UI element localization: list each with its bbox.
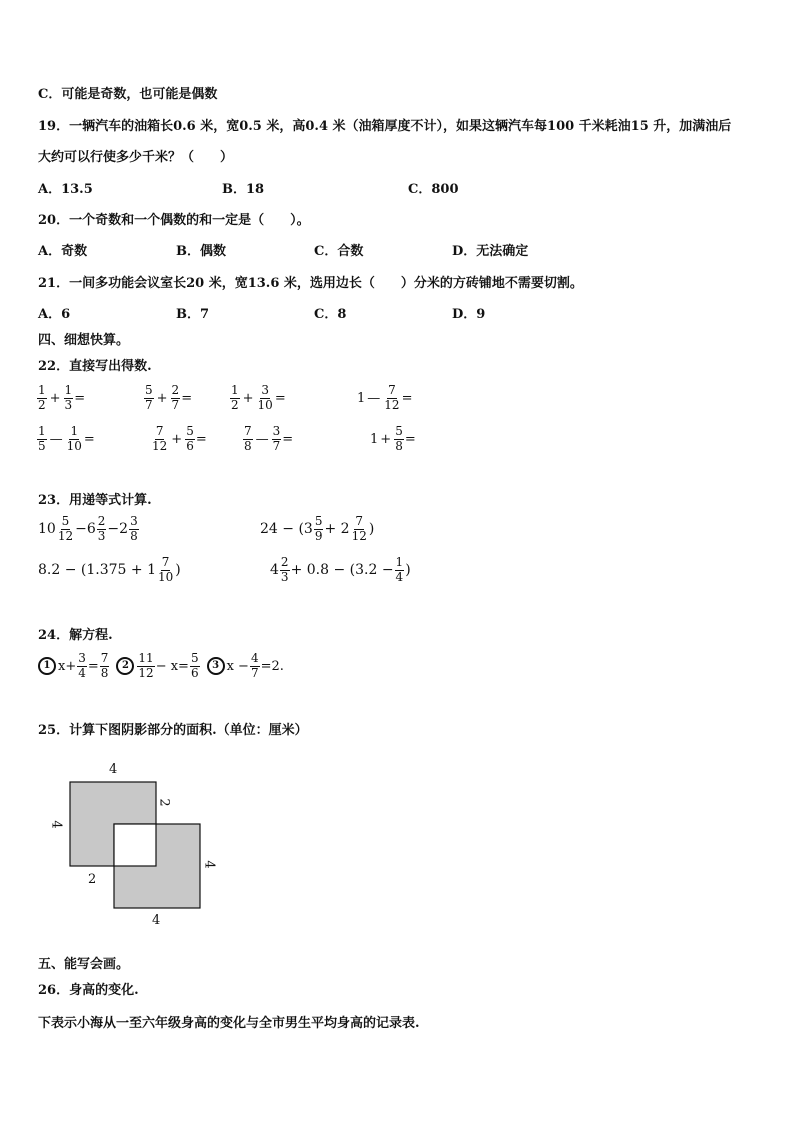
fraction: $\frac{3}{10}$: [257, 383, 273, 412]
shaded-squares-diagram: [40, 760, 240, 930]
q22-expr-2: $\frac{5}{7}$ + $\frac{2}{7}$ =: [145, 383, 193, 412]
q19-stem-line1: 19．一辆汽车的油箱长0.6 米，宽0.5 米，高0.4 米（油箱厚度不计），如果这辆汽车每100 千米耗油15 升，加满油后: [38, 119, 732, 134]
q20-option-c: C．合数: [314, 244, 364, 259]
q22-stem: 22．直接写出得数.: [38, 359, 152, 374]
q26-description: 下表示小海从一至六年级身高的变化与全市男生平均身高的记录表.: [38, 1016, 420, 1031]
q20-option-b: B．偶数: [176, 244, 226, 259]
fraction: $\frac{1}{5}$: [38, 424, 46, 453]
section-5-heading: 五、能写会画。: [38, 957, 130, 972]
fraction: $\frac{7}{12}$: [152, 424, 168, 453]
q20-option-d: D．无法确定: [452, 244, 529, 259]
fraction: $\frac{1}{2}$: [38, 383, 46, 412]
q22-expr-3: $\frac{1}{2}$ + $\frac{3}{10}$ =: [231, 383, 286, 412]
q23-expr-1: 10 $\frac{5}{12}$ − 6 $\frac{2}{3}$ − 2 $\frac{3}{8}$: [38, 514, 138, 543]
fraction: $\frac{7}{12}$: [351, 514, 367, 543]
q19-option-a: A．13.5: [38, 182, 93, 197]
label-right-top: 2: [156, 798, 172, 807]
q22-expr-4: 1 — $\frac{7}{12}$ =: [357, 383, 413, 412]
section-4-heading: 四、细想快算。: [38, 333, 130, 348]
q24-stem: 24．解方程.: [38, 628, 113, 643]
q23-expr-3: 8.2 − (1.375 + 1 $\frac{7}{10}$ ): [38, 555, 181, 584]
q25-stem: 25．计算下图阴影部分的面积.（单位：厘米）: [38, 723, 308, 738]
fraction: $\frac{5}{8}$: [395, 424, 403, 453]
label-bottom: 4: [152, 913, 161, 928]
fraction: $\frac{7}{8}$: [244, 424, 252, 453]
q19-stem-line2: 大约可以行使多少千米？（ ）: [38, 150, 234, 165]
fraction: $\frac{1}{10}$: [66, 424, 82, 453]
q21-option-b: B．7: [176, 307, 210, 322]
fraction: $\frac{2}{3}$: [280, 555, 289, 584]
fraction: $\frac{1}{3}$: [64, 383, 73, 412]
fraction: $\frac{7}{8}$: [100, 651, 109, 680]
q21-stem: 21．一间多功能会议室长20 米，宽13.6 米，选用边长（ ）分米的方砖铺地不需要切割。: [38, 276, 583, 291]
q20-option-a: A．奇数: [38, 244, 88, 259]
fraction: $\frac{5}{7}$: [145, 383, 153, 412]
fraction: $\frac{2}{7}$: [171, 383, 180, 412]
q22-expr-8: 1 + $\frac{5}{8}$ =: [370, 424, 416, 453]
q21-option-c: C．8: [314, 307, 347, 322]
q22-expr-7: $\frac{7}{8}$ — $\frac{3}{7}$ =: [244, 424, 294, 453]
label-bottom-left: 2: [88, 872, 97, 887]
q21-option-a: A．6: [38, 307, 71, 322]
q23-expr-4: 4 $\frac{2}{3}$ + 0.8 − (3.2 − $\frac{1}{4}$ ): [270, 555, 411, 584]
q22-expr-1: $\frac{1}{2}$ + $\frac{1}{3}$ =: [38, 383, 86, 412]
fraction: $\frac{3}{4}$: [78, 651, 86, 680]
fraction: $\frac{1}{2}$: [231, 383, 239, 412]
label-right: 4: [201, 860, 217, 869]
q24-equations: 1 x+ $\frac{3}{4}$ = $\frac{7}{8}$ 2 $\frac{11}{12}$ − x= $\frac{5}{6}$ 3 x − $\frac{4}{7}$ =2.: [38, 652, 284, 681]
fraction: $\frac{5}{12}$: [57, 514, 74, 543]
q18-option-c: C．可能是奇数，也可能是偶数: [38, 87, 218, 102]
label-top: 4: [109, 762, 118, 777]
fraction: $\frac{1}{4}$: [395, 555, 404, 584]
fraction: $\frac{3}{7}$: [272, 424, 281, 453]
circled-number-2: 2: [116, 657, 134, 675]
fraction: $\frac{3}{8}$: [130, 514, 138, 543]
fraction: $\frac{4}{7}$: [250, 651, 259, 680]
label-left: 4: [48, 820, 64, 829]
q25-figure: [40, 760, 240, 930]
fraction: $\frac{5}{9}$: [314, 514, 323, 543]
fraction: $\frac{5}{6}$: [190, 651, 199, 680]
q22-expr-6: $\frac{7}{12}$ + $\frac{5}{6}$ =: [152, 424, 207, 453]
overlap-white-square: [114, 824, 156, 866]
q19-option-c: C．800: [408, 182, 459, 197]
fraction: $\frac{11}{12}$: [138, 651, 154, 680]
circled-number-1: 1: [38, 657, 56, 675]
q23-stem: 23．用递等式计算.: [38, 493, 152, 508]
fraction: $\frac{7}{10}$: [157, 555, 174, 584]
q21-option-d: D．9: [452, 307, 486, 322]
fraction: $\frac{7}{12}$: [384, 383, 400, 412]
q22-expr-5: $\frac{1}{5}$ — $\frac{1}{10}$ =: [38, 424, 95, 453]
fraction: $\frac{2}{3}$: [97, 514, 106, 543]
q23-expr-2: 24 − (3 $\frac{5}{9}$ + 2 $\frac{7}{12}$ ): [260, 514, 375, 543]
q26-stem: 26．身高的变化.: [38, 983, 139, 998]
q20-stem: 20．一个奇数和一个偶数的和一定是（ ）。: [38, 213, 310, 228]
q19-option-b: B．18: [222, 182, 265, 197]
circled-number-3: 3: [207, 657, 225, 675]
fraction: $\frac{5}{6}$: [186, 424, 194, 453]
